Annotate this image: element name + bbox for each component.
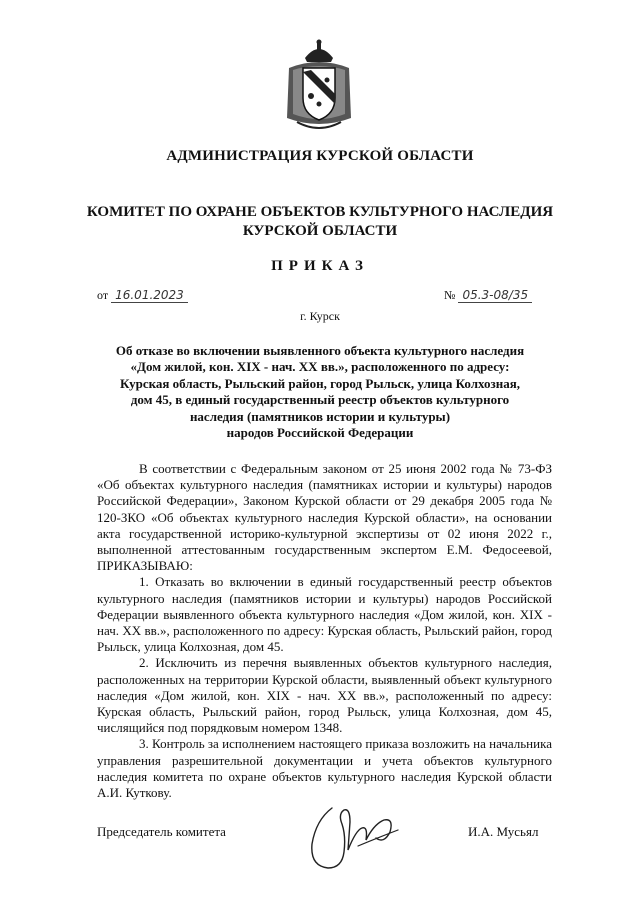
signatory-name: И.А. Мусьял xyxy=(468,824,539,839)
number-value: 05.3-08/35 xyxy=(458,288,532,303)
signatory-position: Председатель комитета xyxy=(97,824,226,839)
signature-icon xyxy=(298,800,408,878)
administration-heading: АДМИНИСТРАЦИЯ КУРСКОЙ ОБЛАСТИ xyxy=(166,148,474,164)
committee-heading xyxy=(0,203,640,241)
preamble-paragraph: В соответствии с Федеральным законом от 25 июня 2002 года № 73-ФЗ «Об объектах культурного наследия (памятниках истории и культуры) народов Российской Федерации», Законом Курской области от 29 декабря 2005 года № 120-ЗКО «Об объектах культурного наследия Курской области», на основании акта государственной историко-культурной экспертизы от 02 июня 2022 г., выполненной аттестованным государственным экспертом Е.М. Федосеевой, ПРИКАЗЫВАЮ: xyxy=(97,461,552,574)
document-title xyxy=(100,343,540,441)
number-label: № xyxy=(444,288,456,302)
title-line-3: Курская область, Рыльский район, город Рыльск, улица Колхозная, xyxy=(119,375,521,391)
order-item-1: 1. Отказать во включении в единый государственный реестр объектов культурного наследия (памятников истории и культуры) народов Российской Федерации выявленного объекта культурного наследия «Дом жилой, кон. XIX - нач. XX вв.», расположенного по адресу: Курская область, Рыльский район, город Рыльск, улица Колхозная, дом 45. xyxy=(97,574,552,655)
coat-of-arms-icon xyxy=(283,38,355,134)
order-item-3: 3. Контроль за исполнением настоящего приказа возложить на начальника управления разрешительной документации и учета объектов культурного наследия комитета по охране объектов культурного наследия Курской области А.И. Куткову. xyxy=(97,736,552,801)
committee-line-2: КУРСКОЙ ОБЛАСТИ xyxy=(242,223,398,239)
title-line-2: «Дом жилой, кон. XIX - нач. XX вв.», расположенного по адресу: xyxy=(130,359,510,375)
order-item-2: 2. Исключить из перечня выявленных объектов культурного наследия, расположенных на территории Курской области, выявленный объект культурного наследия «Дом жилой, кон. XIX - нач. XX вв.», расположенный по адресу: Курская область, Рыльский район, город Рыльск, улица Колхозная, дом 45, числящийся под порядковым номером 1348. xyxy=(97,655,552,736)
title-line-1: Об отказе во включении выявленного объекта культурного наследия xyxy=(115,343,525,358)
title-line-5: наследия (памятников истории и культуры) xyxy=(189,408,451,424)
date-label: от xyxy=(97,288,109,302)
committee-line-1: КОМИТЕТ ПО ОХРАНЕ ОБЪЕКТОВ КУЛЬТУРНОГО НАСЛЕДИЯ xyxy=(86,204,554,220)
date-value: 16.01.2023 xyxy=(111,288,188,303)
number-field xyxy=(444,288,532,303)
city-label: г. Курск xyxy=(300,309,340,323)
date-field xyxy=(97,288,188,303)
document-type-heading: ПРИКАЗ xyxy=(271,258,369,274)
document-body xyxy=(97,461,552,801)
title-line-6: народов Российской Федерации xyxy=(226,425,414,441)
title-line-4: дом 45, в единый государственный реестр объектов культурного xyxy=(130,392,510,408)
